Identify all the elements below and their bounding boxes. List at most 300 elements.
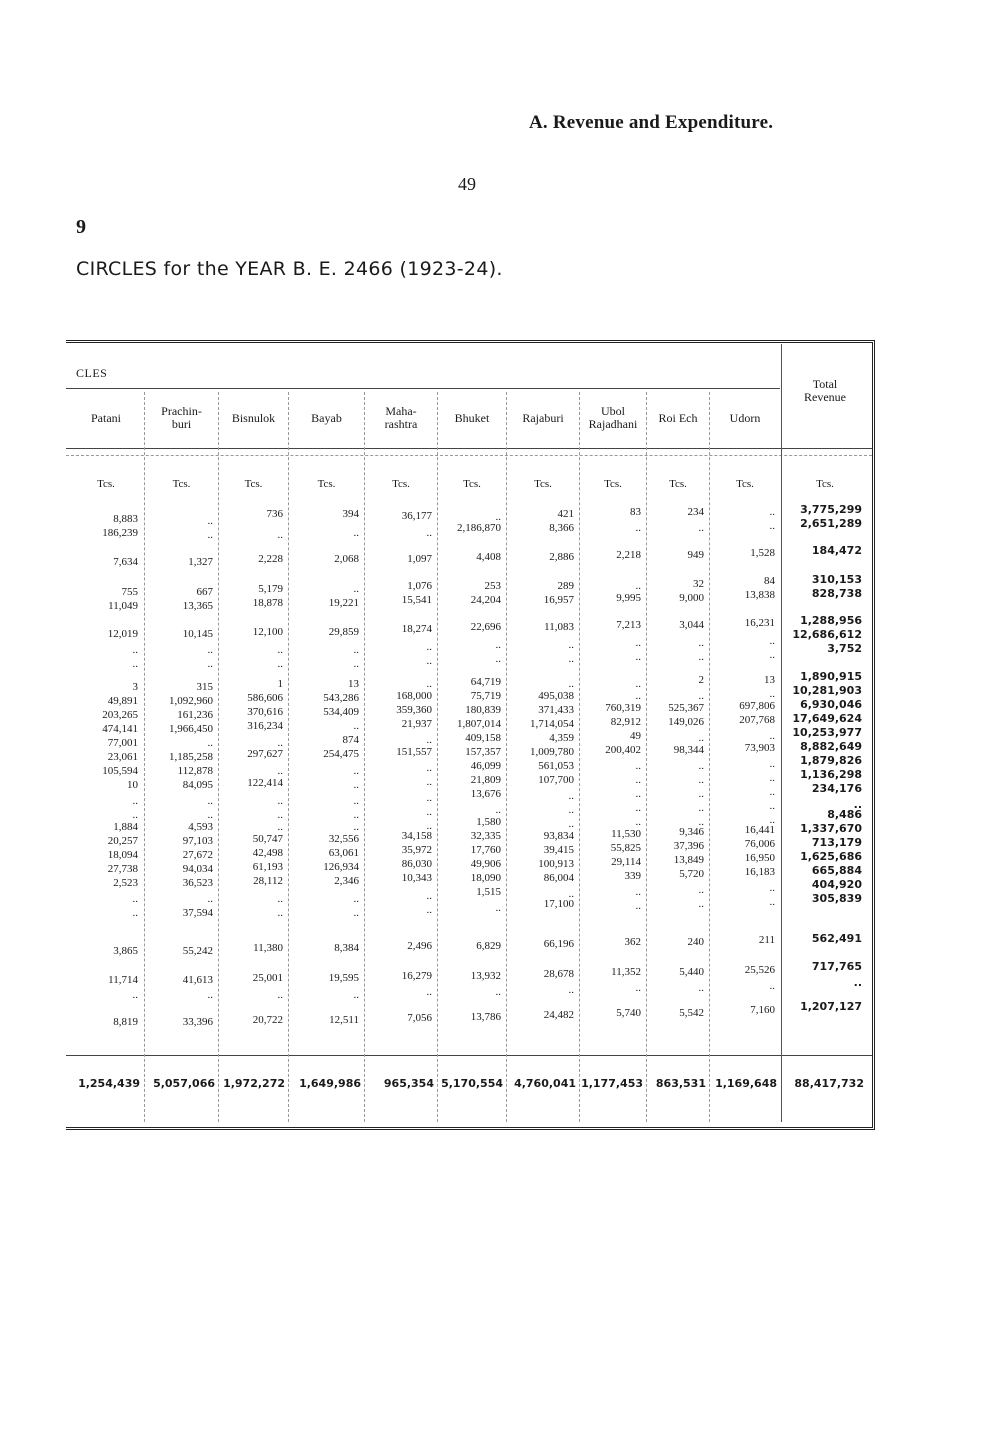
table-cell: ..: [207, 644, 213, 656]
table-cell: 10,145: [182, 628, 213, 640]
column-header-line: Patani: [91, 411, 121, 425]
table-cell: ..: [698, 732, 704, 744]
column-header-line: Prachin-: [161, 404, 202, 418]
table-cell: 32,335: [470, 830, 501, 842]
table-cell: ..: [353, 779, 359, 791]
table-cell: 83: [630, 506, 641, 518]
table-cell: ..: [769, 814, 775, 826]
table-cell: 8,366: [549, 522, 574, 534]
total-cell-bayab: 1,649,986: [299, 1077, 361, 1090]
table-cell: ..: [698, 690, 704, 702]
table-cell: 18,094: [107, 849, 138, 861]
table-cell: 20,722: [252, 1014, 283, 1026]
table-cell: 18,090: [470, 872, 501, 884]
table-cell: ..: [698, 637, 704, 649]
table-cell: 35,972: [401, 844, 432, 856]
table-cell: ..: [769, 800, 775, 812]
table-cell: 5,179: [258, 583, 283, 595]
table-cell: 6,930,046: [800, 698, 862, 711]
table-cell: 7,056: [407, 1012, 432, 1024]
column-header-line: Rajadhani: [588, 417, 638, 431]
table-cell: 157,357: [465, 746, 501, 758]
table-cell: 161,236: [177, 709, 213, 721]
table-cell: ..: [426, 678, 432, 690]
units-label-bayab: Tcs.: [317, 478, 336, 490]
table-cell: ..: [277, 737, 283, 749]
table-cell: 253: [484, 580, 501, 592]
table-cell: ..: [426, 792, 432, 804]
table-cell: ..: [132, 907, 138, 919]
table-cell: 16,957: [543, 594, 574, 606]
table-cell: 755: [121, 586, 138, 598]
table-cell: ..: [635, 788, 641, 800]
table-cell: ..: [769, 730, 775, 742]
table-cell: 339: [624, 870, 641, 882]
table-cell: 5,542: [679, 1007, 704, 1019]
table-cell: 55,242: [182, 945, 213, 957]
table-cell: 717,765: [811, 960, 862, 973]
table-cell: 64,719: [470, 676, 501, 688]
table-cell: ..: [635, 774, 641, 786]
table-cell: ..: [207, 989, 213, 1001]
table-cell: 240: [687, 936, 704, 948]
table-cell: 19,221: [328, 597, 359, 609]
table-cell: 21,937: [401, 718, 432, 730]
table-cell: 13,676: [470, 788, 501, 800]
table-cell: 713,179: [811, 836, 862, 849]
table-cell: 421: [557, 508, 574, 520]
table-cell: 4,593: [188, 821, 213, 833]
column-header-ubol: [581, 405, 645, 431]
column-header-line: Bhuket: [454, 411, 490, 425]
table-cell: 10: [127, 779, 138, 791]
table-cell: 27,672: [182, 849, 213, 861]
table-cell: 93,834: [543, 830, 574, 842]
table-cell: ..: [769, 649, 775, 661]
table-cell: ..: [426, 890, 432, 902]
total-cell-bisnulok: 1,972,272: [223, 1077, 285, 1090]
table-cell: ..: [132, 809, 138, 821]
column-divider: [709, 392, 710, 1122]
table-cell: 2: [698, 674, 704, 686]
table-cell: ..: [698, 884, 704, 896]
page-header-title: A. Revenue and Expenditure.: [529, 112, 774, 133]
column-divider: [288, 392, 289, 1122]
table-cell: 1,136,298: [800, 768, 862, 781]
table-cell: 25,001: [252, 972, 283, 984]
table-cell: ..: [495, 639, 501, 651]
table-cell: ..: [207, 809, 213, 821]
table-cell: ..: [277, 893, 283, 905]
table-cell: ..: [495, 902, 501, 914]
table-cell: ..: [277, 821, 283, 833]
table-cell: 13,786: [470, 1011, 501, 1023]
table-cell: 22,696: [470, 621, 501, 633]
table-cell: 84,095: [182, 779, 213, 791]
table-cell: 180,839: [465, 704, 501, 716]
table-cell: 16,183: [744, 866, 775, 878]
table-cell: 32: [693, 578, 704, 590]
table-cell: 1,097: [407, 553, 432, 565]
table-cell: 18,274: [401, 623, 432, 635]
table-cell: 10,343: [401, 872, 432, 884]
table-cell: ..: [277, 765, 283, 777]
table-cell: ..: [568, 804, 574, 816]
table-cell: 8,384: [334, 942, 359, 954]
table-cell: 8,883: [113, 513, 138, 525]
table-cell: 12,511: [329, 1014, 359, 1026]
column-header-bayab: [290, 412, 363, 425]
table-cell: 86,004: [543, 872, 574, 884]
table-cell: ..: [353, 644, 359, 656]
table-cell: 23,061: [107, 751, 138, 763]
table-cell: ..: [698, 802, 704, 814]
table-cell: 200,402: [605, 744, 641, 756]
table-cell: 4,408: [476, 551, 501, 563]
table-cell: 12,019: [107, 628, 138, 640]
table-cell: ..: [568, 653, 574, 665]
units-label-maharashtra: Tcs.: [392, 478, 410, 490]
table-cell: 1,207,127: [800, 1000, 862, 1013]
column-divider: [506, 392, 507, 1122]
units-label-rajaburi: Tcs.: [534, 478, 552, 490]
table-subtitle: CIRCLES for the YEAR B. E. 2466 (1923-24).: [76, 258, 503, 280]
column-divider: [437, 392, 438, 1122]
table-cell: ..: [426, 734, 432, 746]
column-header-rajaburi: [508, 412, 578, 425]
table-cell: 13,932: [470, 970, 501, 982]
table-cell: 112,878: [177, 765, 213, 777]
table-cell: ..: [207, 737, 213, 749]
table-cell: 211: [758, 934, 775, 946]
table-cell: 1,092,960: [169, 695, 213, 707]
table-cell: 289: [557, 580, 574, 592]
table-cell: 394: [342, 508, 359, 520]
column-header-patani: [70, 412, 142, 425]
table-cell: 41,613: [182, 974, 213, 986]
table-cell: 11,352: [611, 966, 641, 978]
table-cell: 11,530: [611, 828, 641, 840]
table-cell: 4,359: [549, 732, 574, 744]
table-cell: 73,903: [744, 742, 775, 754]
table-cell: 24,204: [470, 594, 501, 606]
table-cell: ..: [132, 658, 138, 670]
table-cell: 1,890,915: [800, 670, 862, 683]
table-cell: 874: [342, 734, 359, 746]
column-header-line: Ubol: [601, 404, 625, 418]
table-cell: 3,044: [679, 619, 704, 631]
table-cell: ..: [132, 989, 138, 1001]
units-label-total: Tcs.: [816, 478, 834, 490]
column-header-bhuket: [439, 412, 505, 425]
table-cell: ..: [426, 776, 432, 788]
units-label-bisnulok: Tcs.: [244, 478, 263, 490]
column-divider: [218, 392, 219, 1122]
page-number: 49: [458, 174, 476, 194]
units-label-ubol: Tcs.: [604, 478, 622, 490]
table-cell: ..: [426, 762, 432, 774]
table-cell: ..: [353, 989, 359, 1001]
table-cell: 27,738: [107, 863, 138, 875]
table-cell: 8,486: [827, 808, 862, 821]
table-cell: 310,153: [811, 573, 862, 586]
table-cell: ..: [353, 527, 359, 539]
table-cell: ..: [635, 886, 641, 898]
table-cell: 36,523: [182, 877, 213, 889]
table-cell: 362: [624, 936, 641, 948]
table-cell: ..: [277, 658, 283, 670]
table-cell: ..: [635, 678, 641, 690]
table-cell: 3,752: [827, 642, 862, 655]
table-cell: ..: [769, 506, 775, 518]
table-cell: 21,809: [470, 774, 501, 786]
total-cell-maharashtra: 965,354: [383, 1077, 434, 1090]
table-cell: 1,966,450: [169, 723, 213, 735]
table-cell: ..: [769, 520, 775, 532]
table-cell: 105,594: [102, 765, 138, 777]
table-cell: ..: [698, 898, 704, 910]
table-cell: 474,141: [102, 723, 138, 735]
table-cell: ..: [207, 515, 213, 527]
table-cell: 94,034: [182, 863, 213, 875]
table-cell: 37,594: [182, 907, 213, 919]
table-cell: 13: [764, 674, 775, 686]
table-cell: 359,360: [396, 704, 432, 716]
table-cell: 5,740: [616, 1007, 641, 1019]
table-cell: 9,346: [679, 826, 704, 838]
section-number: 9: [76, 216, 86, 238]
table-cell: 16,950: [744, 852, 775, 864]
table-cell: 2,228: [258, 553, 283, 565]
table-cell: 16,231: [744, 617, 775, 629]
table-cell: 184,472: [811, 544, 862, 557]
table-cell: 315: [196, 681, 213, 693]
total-cell-prachinburi: 5,057,066: [153, 1077, 215, 1090]
table-cell: 17,100: [543, 898, 574, 910]
table-cell: 86,030: [401, 858, 432, 870]
total-cell-patani: 1,254,439: [78, 1077, 140, 1090]
table-cell: 186,239: [102, 527, 138, 539]
table-cell: 82,912: [610, 716, 641, 728]
table-cell: 16,441: [744, 824, 775, 836]
table-cell: ..: [353, 720, 359, 732]
total-cell-ubol: 1,177,453: [581, 1077, 643, 1090]
table-cell: ..: [207, 658, 213, 670]
table-cell: ..: [426, 806, 432, 818]
table-cell: ..: [207, 529, 213, 541]
table-cell: ..: [635, 802, 641, 814]
table-cell: 1,714,054: [530, 718, 574, 730]
table-cell: 2,186,870: [457, 522, 501, 534]
total-cell-total: 88,417,732: [794, 1077, 864, 1090]
table-cell: 586,606: [247, 692, 283, 704]
table-cell: 55,825: [610, 842, 641, 854]
table-cell: 151,557: [396, 746, 432, 758]
table-cell: 2,651,289: [800, 517, 862, 530]
table-cell: 11,380: [253, 942, 283, 954]
header-bottom-rule: [66, 448, 872, 449]
table-cell: 10,253,977: [792, 726, 862, 739]
table-cell: 370,616: [247, 706, 283, 718]
table-cell: 1,884: [113, 821, 138, 833]
table-cell: 46,099: [470, 760, 501, 772]
table-cell: 25,526: [744, 964, 775, 976]
column-group-label: CLES: [76, 366, 108, 380]
table-cell: ..: [207, 795, 213, 807]
table-cell: 667: [196, 586, 213, 598]
table-cell: ..: [495, 804, 501, 816]
table-cell: 2,886: [549, 551, 574, 563]
column-header-total: [784, 378, 866, 404]
table-cell: ..: [353, 907, 359, 919]
table-cell: ..: [495, 511, 501, 523]
table-cell: ..: [277, 529, 283, 541]
table-cell: 28,678: [543, 968, 574, 980]
table-cell: 168,000: [396, 690, 432, 702]
table-cell: 7,634: [113, 556, 138, 568]
table-cell: 49: [630, 730, 641, 742]
table-cell: 32,556: [328, 833, 359, 845]
table-cell: ..: [698, 982, 704, 994]
table-cell: ..: [568, 984, 574, 996]
table-cell: 42,498: [252, 847, 283, 859]
table-cell: ..: [635, 651, 641, 663]
table-cell: 29,859: [328, 626, 359, 638]
column-divider: [364, 392, 365, 1122]
table-cell: ..: [426, 820, 432, 832]
table-cell: 1,807,014: [457, 718, 501, 730]
table-cell: 50,747: [252, 833, 283, 845]
table-cell: ..: [769, 688, 775, 700]
header-sub-rule: [66, 455, 872, 456]
table-cell: ..: [568, 790, 574, 802]
table-cell: 122,414: [247, 777, 283, 789]
table-cell: 1,580: [476, 816, 501, 828]
table-cell: 28,112: [253, 875, 283, 887]
table-cell: 76,006: [744, 838, 775, 850]
table-cell: 2,068: [334, 553, 359, 565]
table-cell: 33,396: [182, 1016, 213, 1028]
table-cell: ..: [698, 774, 704, 786]
column-divider: [579, 392, 580, 1122]
table-cell: 49,891: [107, 695, 138, 707]
table-cell: ..: [698, 651, 704, 663]
table-cell: 760,319: [605, 702, 641, 714]
table-cell: 203,265: [102, 709, 138, 721]
table-cell: 66,196: [543, 938, 574, 950]
table-cell: ..: [353, 795, 359, 807]
table-cell: 9,000: [679, 592, 704, 604]
table-cell: ..: [769, 635, 775, 647]
table-cell: 1,528: [750, 547, 775, 559]
units-label-prachinburi: Tcs.: [172, 478, 191, 490]
table-cell: ..: [277, 795, 283, 807]
table-cell: 13: [348, 678, 359, 690]
table-cell: ..: [853, 976, 862, 989]
column-header-line: Total: [812, 377, 838, 391]
table-cell: 404,920: [811, 878, 862, 891]
table-cell: 49,906: [470, 858, 501, 870]
table-cell: 234,176: [811, 782, 862, 795]
table-cell: 20,257: [107, 835, 138, 847]
table-cell: 6,829: [476, 940, 501, 952]
table-cell: ..: [495, 653, 501, 665]
table-cell: 207,768: [739, 714, 775, 726]
table-cell: 10,281,903: [792, 684, 862, 697]
column-header-line: Revenue: [804, 390, 846, 404]
table-cell: ..: [353, 765, 359, 777]
table-cell: 297,627: [247, 748, 283, 760]
table-cell: 254,475: [323, 748, 359, 760]
table-cell: ..: [277, 644, 283, 656]
table-cell: 63,061: [328, 847, 359, 859]
table-cell: 39,415: [543, 844, 574, 856]
column-header-bisnulok: [220, 412, 287, 425]
table-cell: 234: [687, 506, 704, 518]
table-cell: 1,288,956: [800, 614, 862, 627]
table-cell: 29,114: [611, 856, 641, 868]
table-cell: 3,865: [113, 945, 138, 957]
table-cell: ..: [277, 809, 283, 821]
units-label-bhuket: Tcs.: [463, 478, 481, 490]
totals-top-rule: [66, 1055, 872, 1056]
total-cell-roiech: 863,531: [655, 1077, 706, 1090]
table-cell: 36,177: [401, 510, 432, 522]
table-cell: 7,213: [616, 619, 641, 631]
table-cell: 2,496: [407, 940, 432, 952]
table-cell: 37,396: [673, 840, 704, 852]
table-cell: 15,541: [401, 594, 432, 606]
table-cell: 543,286: [323, 692, 359, 704]
table-cell: 98,344: [673, 744, 704, 756]
table-cell: 2,218: [616, 549, 641, 561]
table-cell: 77,001: [107, 737, 138, 749]
table-cell: ..: [698, 788, 704, 800]
column-header-line: Rajaburi: [522, 411, 564, 425]
table-cell: ..: [426, 986, 432, 998]
table-cell: ..: [769, 786, 775, 798]
table-cell: ..: [769, 896, 775, 908]
table-cell: 561,053: [538, 760, 574, 772]
table-cell: 305,839: [811, 892, 862, 905]
table-cell: 495,038: [538, 690, 574, 702]
column-header-maharashtra: [366, 405, 436, 431]
table-cell: 525,367: [668, 702, 704, 714]
table-cell: ..: [277, 907, 283, 919]
table-cell: ..: [426, 655, 432, 667]
table-cell: 11,049: [108, 600, 138, 612]
table-cell: ..: [426, 641, 432, 653]
table-cell: 17,760: [470, 844, 501, 856]
table-cell: ..: [698, 522, 704, 534]
table-cell: 84: [764, 575, 775, 587]
table-cell: 5,720: [679, 868, 704, 880]
table-cell: 3,775,299: [800, 503, 862, 516]
table-cell: 1,337,670: [800, 822, 862, 835]
total-cell-rajaburi: 4,760,041: [514, 1077, 576, 1090]
table-cell: ..: [426, 904, 432, 916]
column-divider: [144, 392, 145, 1122]
table-cell: 8,819: [113, 1016, 138, 1028]
table-cell: ..: [353, 658, 359, 670]
total-cell-udorn: 1,169,648: [715, 1077, 777, 1090]
table-cell: ..: [769, 772, 775, 784]
table-cell: 17,649,624: [792, 712, 862, 725]
column-header-line: Roi Ech: [658, 411, 698, 425]
total-cell-bhuket: 5,170,554: [441, 1077, 503, 1090]
table-cell: 107,700: [538, 774, 574, 786]
table-cell: 13,838: [744, 589, 775, 601]
